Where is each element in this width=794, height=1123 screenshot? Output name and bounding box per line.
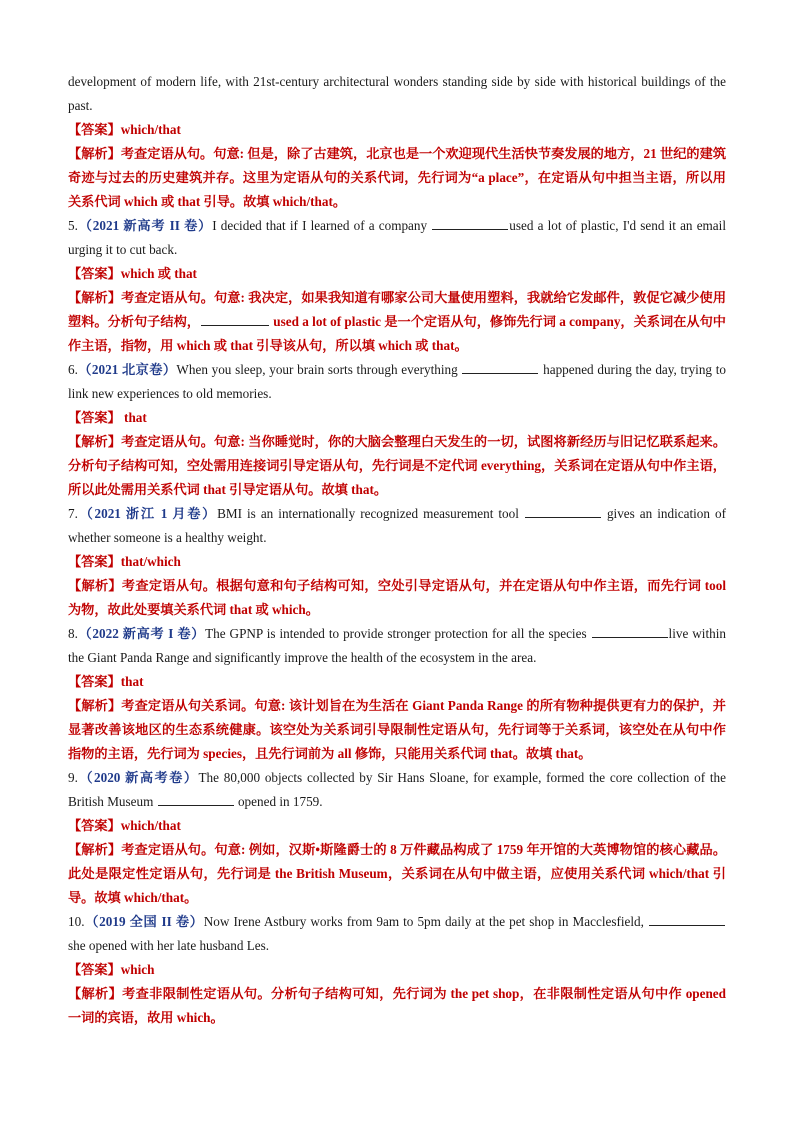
question-text: BMI is an internationally recognized measurement tool (217, 506, 524, 521)
question-text: opened in 1759. (234, 794, 323, 809)
question-text: The 80,000 objects collected by Sir Hans Sloane, for example, formed the core collection of the British Museum (68, 770, 726, 809)
question-text: live within the Giant Panda Range and significantly improve the health of the ecosystem in the area. (68, 626, 726, 665)
answer-label: 【答案】 (68, 554, 121, 569)
answer-line (68, 262, 726, 286)
answer-blank (462, 361, 538, 374)
question-8 (68, 622, 726, 670)
analysis-blank (201, 313, 269, 326)
question-number: 7. (68, 506, 78, 521)
question-source: （2022 新高考 I 卷） (77, 626, 206, 641)
answer-value: that (120, 410, 147, 425)
question-source: （2021 新高考 II 卷） (77, 218, 213, 233)
analysis-line (68, 838, 726, 910)
answer-label: 【答案】 (68, 266, 121, 281)
answer-blank (158, 793, 234, 806)
answer-line (68, 406, 726, 430)
analysis-text: 考查定语从句。句意: 我决定，如果我知道有哪家公司大量使用塑料，我就给它发邮件，敦促它减少使用塑料。分析句子结构， (68, 290, 727, 329)
analysis-line (68, 694, 726, 766)
analysis-label: 【解析】 (68, 146, 121, 161)
question-5 (68, 214, 726, 262)
answer-blank (592, 625, 668, 638)
question-text: gives an indication of whether someone is a healthy weight. (68, 506, 726, 545)
analysis-label: 【解析】 (68, 986, 123, 1001)
question-number: 6. (68, 362, 78, 377)
analysis-line (68, 286, 726, 358)
question-source: （2021 北京卷） (77, 362, 177, 377)
answer-value: which 或 that (120, 266, 197, 281)
answer-line (68, 958, 726, 982)
answer-line (68, 814, 726, 838)
analysis-text: 考查定语从句。句意: 例如，汉斯•斯隆爵士的 8 万件藏品构成了 1759 年开馆的大英博物馆的核心藏品。此处是限定性定语从句，先行词是 the British Museum，关系词在从句中做主语，应使用关系代词 which/that 引导。故填 which/that。 (68, 842, 727, 905)
answer-blank (432, 217, 508, 230)
analysis-text: 考查定语从句。句意: 但是，除了古建筑，北京也是一个欢迎现代生活快节奏发展的地方，21 世纪的建筑奇迹与过去的历史建筑并存。这里为定语从句的关系代词，先行词为“a place”，在定语从句中担当主语，所以用关系代词 which 或 that 引导。故填 which/that。 (68, 146, 727, 209)
answer-label: 【答案】 (68, 674, 121, 689)
analysis-label: 【解析】 (68, 290, 122, 305)
question-text: The GPNP is intended to provide stronger protection for all the species (205, 626, 591, 641)
answer-line (68, 550, 726, 574)
question-number: 10. (68, 914, 85, 929)
question-text: When you sleep, your brain sorts through everything (176, 362, 462, 377)
analysis-label: 【解析】 (68, 434, 122, 449)
analysis-line (68, 430, 726, 502)
analysis-label: 【解析】 (68, 578, 122, 593)
answer-value: which/that (120, 818, 181, 833)
document-content (68, 70, 726, 1030)
question-source: （2021 浙江 1 月卷） (77, 506, 218, 521)
answer-label: 【答案】 (68, 818, 121, 833)
answer-value: that (120, 674, 144, 689)
answer-value: which/that (120, 122, 181, 137)
question-source: （2020 新高考卷） (77, 770, 199, 785)
analysis-label: 【解析】 (68, 842, 122, 857)
answer-label: 【答案】 (68, 122, 121, 137)
answer-blank (525, 505, 601, 518)
question-text: Now Irene Astbury works from 9am to 5pm daily at the pet shop in Macclesfield, (203, 914, 648, 929)
analysis-text: 考查定语从句。句意: 当你睡觉时，你的大脑会整理白天发生的一切，试图将新经历与旧记忆联系起来。分析句子结构可知，空处需用连接词引导定语从句，先行词是不定代词 everything，关系词在定语从句中作主语，所以此处需用关系代词 that 引导定语从句。故填 that。 (68, 434, 727, 497)
answer-label: 【答案】 (68, 962, 121, 977)
question-10 (68, 910, 726, 958)
analysis-text: 考查定语从句关系词。句意: 该计划旨在为生活在 Giant Panda Range 的所有物种提供更有力的保护，并显著改善该地区的生态系统健康。该空处为关系词引导限制性定语从句，先行词等于关系词，该空处在从句中作指物的主语，先行词为 species，且先行词前为 all 修饰，只能用关系代词 that。故填 that。 (68, 698, 726, 761)
question-number: 5. (68, 218, 78, 233)
analysis-line (68, 982, 726, 1030)
question-number: 9. (68, 770, 78, 785)
answer-value: that/which (120, 554, 181, 569)
answer-label: 【答案】 (68, 410, 121, 425)
question-source: （2019 全国 II 卷） (84, 914, 204, 929)
question-7 (68, 502, 726, 550)
answer-value: which (120, 962, 155, 977)
question-number: 8. (68, 626, 78, 641)
question-text: she opened with her late husband Les. (68, 938, 270, 953)
analysis-line (68, 574, 726, 622)
question-6 (68, 358, 726, 406)
analysis-line (68, 142, 726, 214)
question-text: happened during the day, trying to link new experiences to old memories. (68, 362, 727, 401)
analysis-text: 考查定语从句。根据句意和句子结构可知，空处引导定语从句，并在定语从句中作主语，而先行词 tool 为物，故此处要填关系代词 that 或 which。 (68, 578, 726, 617)
question-9 (68, 766, 726, 814)
answer-blank (649, 913, 725, 926)
answer-line (68, 670, 726, 694)
question-text: used a lot of plastic, I'd send it an email urging it to cut back. (68, 218, 726, 257)
answer-line (68, 118, 726, 142)
analysis-text: 考查非限制性定语从句。分析句子结构可知，先行词为 the pet shop，在非限制性定语从句中作 opened 一词的宾语，故用 which。 (68, 986, 726, 1025)
analysis-label: 【解析】 (68, 698, 122, 713)
analysis-text: used a lot of plastic 是一个定语从句，修饰先行词 a company，关系词在从句中作主语，指物，用 which 或 that 引导该从句，所以填 which 或 that。 (68, 314, 726, 353)
question-text-continued: development of modern life, with 21st-century architectural wonders standing side by side with historical buildings of the past. (68, 74, 726, 113)
question-text: I decided that if I learned of a company (212, 218, 432, 233)
